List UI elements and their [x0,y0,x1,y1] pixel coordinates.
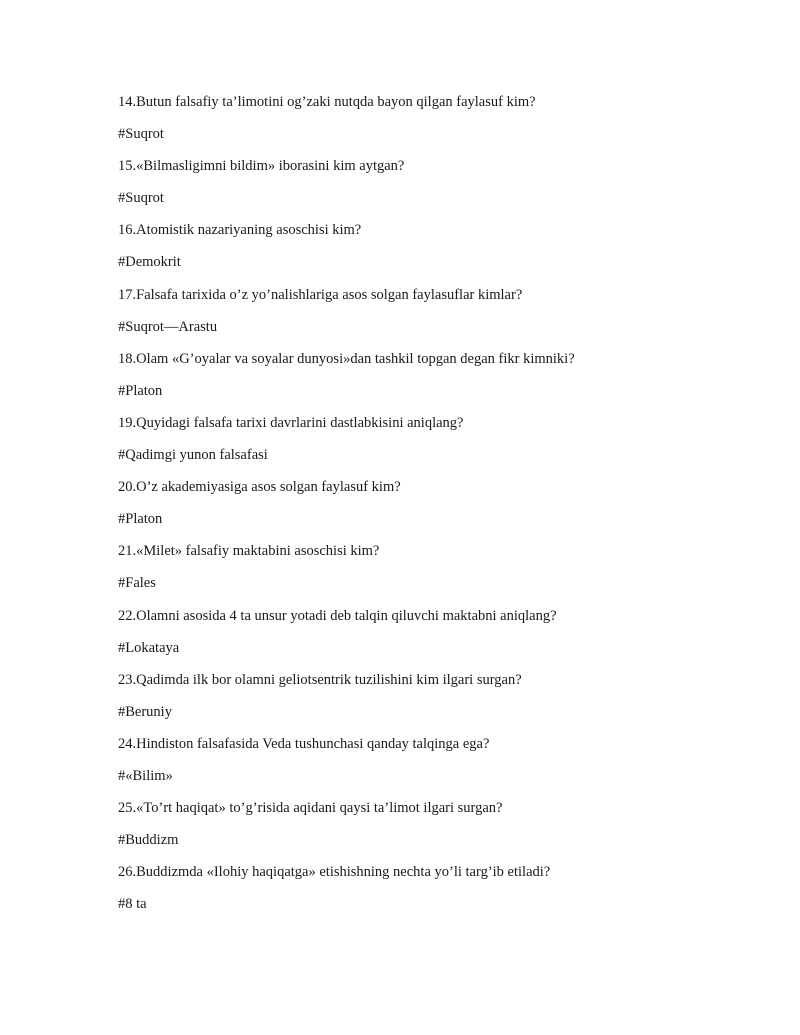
question-text: 21.«Milet» falsafiy maktabini asoschisi kim? [118,543,380,560]
answer-text: #Platon [118,382,163,399]
question-text: 15.«Bilmasligimni bildim» iborasini kim aytgan? [118,158,405,175]
answer-text: #Suqrot [118,126,164,143]
answer-text: #Buddizm [118,832,179,849]
answer-text: #Suqrot—Arastu [118,318,218,335]
answer-text: #Beruniy [118,703,172,720]
question-text: 16.Atomistik nazariyaning asoschisi kim? [118,222,362,239]
answer-text: #Lokataya [118,639,180,656]
question-list [118,92,758,926]
question-text: 23.Qadimda ilk bor olamni geliotsentrik tuzilishini kim ilgari surgan? [118,671,522,688]
question-text: 14.Butun falsafiy ta’limotini og’zaki nutqda bayon qilgan faylasuf kim? [118,94,536,110]
question-text: 20.O’z akademiyasiga asos solgan faylasuf kim? [118,479,401,496]
answer-text: #Demokrit [118,254,181,271]
question-text: 26.Buddizmda «Ilohiy haqiqatga» etishishning nechta yo’li targ’ib etiladi? [118,864,551,881]
answer-text: #Qadimgi yunon falsafasi [118,447,268,464]
question-text: 19.Quyidagi falsafa tarixi davrlarini dastlabkisini aniqlang? [118,414,464,431]
question-text: 22.Olamni asosida 4 ta unsur yotadi deb talqin qiluvchi maktabni aniqlang? [118,607,557,624]
question-text: 17.Falsafa tarixida o’z yo’nalishlariga asos solgan faylasuflar kimlar? [118,286,523,303]
answer-text: #8 ta [118,896,147,913]
question-text: 24.Hindiston falsafasida Veda tushunchasi qanday talqinga ega? [118,735,490,752]
answer-text: #Suqrot [118,190,164,207]
answer-text: #«Bilim» [118,767,173,784]
question-text: 18.Olam «G’oyalar va soyalar dunyosi»dan tashkil topgan degan fikr kimniki? [118,350,575,367]
answer-text: #Platon [118,511,163,528]
question-text: 25.«To’rt haqiqat» to’g’risida aqidani qaysi ta’limot ilgari surgan? [118,800,503,817]
answer-text: #Fales [118,575,156,592]
